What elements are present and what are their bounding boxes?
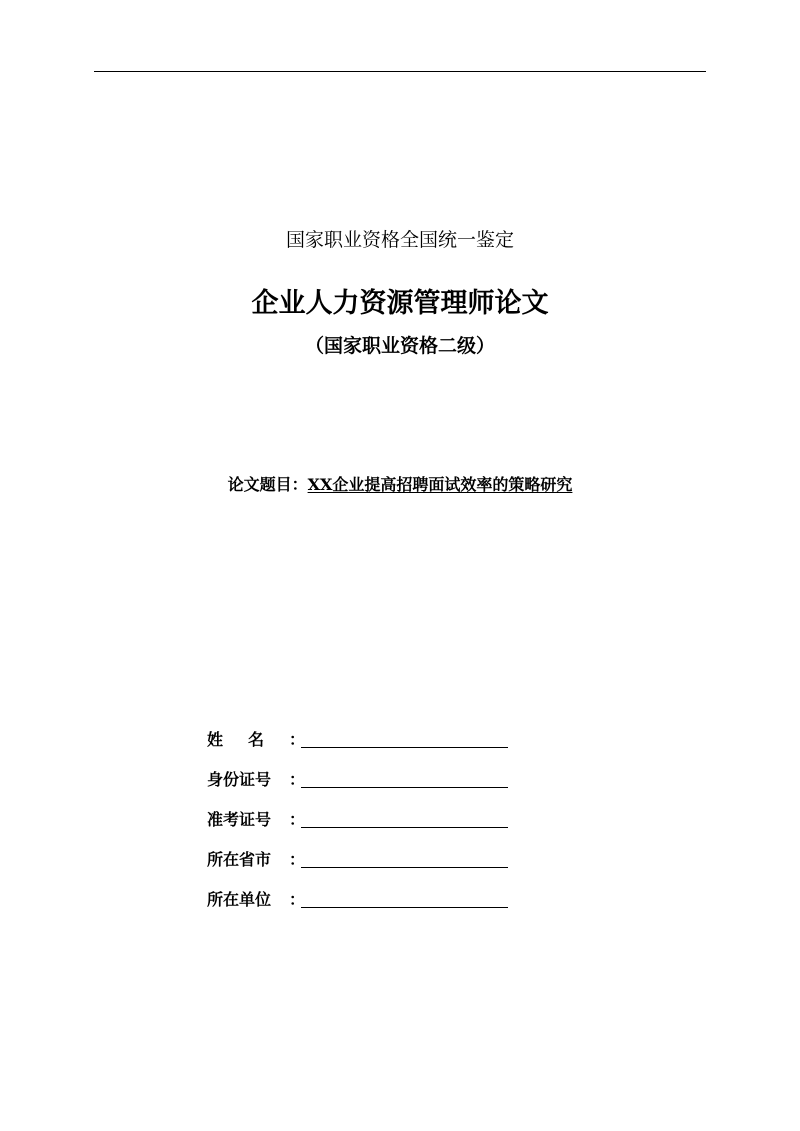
field-id-number-colon: ：: [289, 770, 306, 789]
thesis-main-title: 企业人力资源管理师论文: [251, 288, 549, 319]
field-province-city-blank[interactable]: [301, 867, 508, 868]
field-exam-ticket: [207, 806, 527, 846]
thesis-topic-label: 论文题目：: [227, 475, 308, 494]
field-name-colon: ：: [289, 730, 306, 749]
field-id-number: [207, 766, 527, 806]
thesis-topic-value: XX企业提高招聘面试效率的策略研究: [307, 475, 573, 494]
field-name-label: 姓名: [207, 730, 290, 749]
field-name-blank[interactable]: [301, 747, 508, 748]
field-employer-label: 所在单位: [207, 890, 272, 909]
field-exam-ticket-label: 准考证号: [207, 810, 272, 829]
field-employer-blank[interactable]: [301, 907, 508, 908]
field-employer-colon: ：: [289, 890, 306, 909]
qualification-level-subtitle: （国家职业资格二级）: [304, 335, 495, 357]
header-rule: [94, 71, 706, 72]
thesis-topic: [0, 472, 800, 498]
field-exam-ticket-colon: ：: [289, 810, 306, 829]
field-province-city-colon: ：: [289, 850, 306, 869]
field-id-number-label: 身份证号: [207, 770, 272, 789]
field-employer: [207, 886, 527, 926]
field-exam-ticket-blank[interactable]: [301, 827, 508, 828]
field-id-number-blank[interactable]: [301, 787, 508, 788]
field-province-city-label: 所在省市: [207, 850, 272, 869]
field-name: [207, 726, 527, 766]
personal-info-fields: [207, 726, 527, 926]
certification-line: 国家职业资格全国统一鉴定: [285, 229, 514, 251]
field-province-city: [207, 846, 527, 886]
